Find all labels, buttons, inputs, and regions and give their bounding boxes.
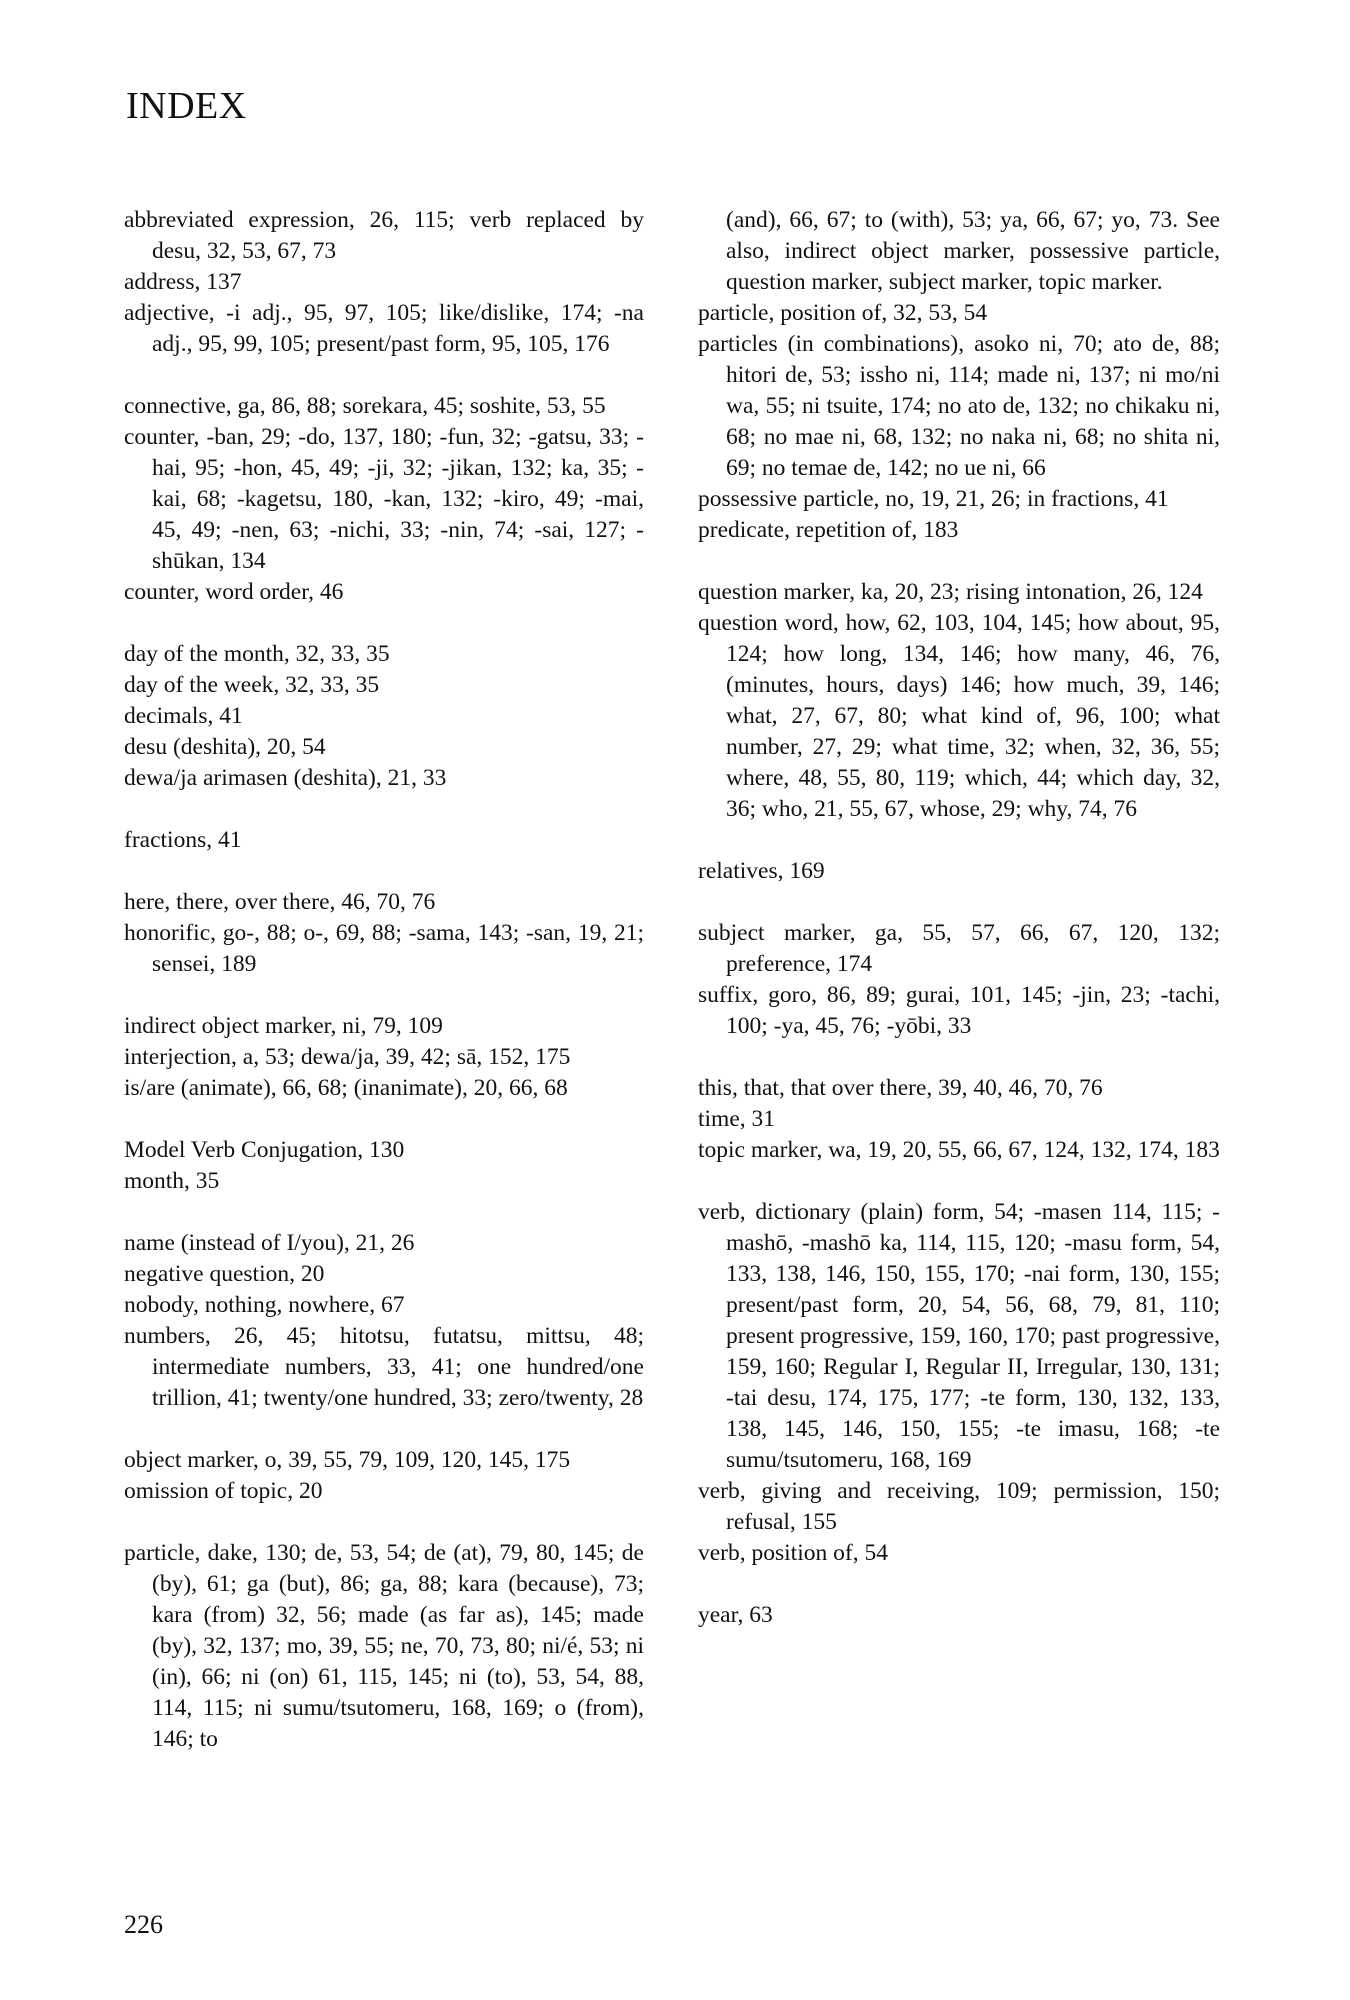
index-entry: dewa/ja arimasen (deshita), 21, 33 [124,765,447,791]
index-entry: particles (in combinations), asoko ni, 70; ato de, 88; hitori de, 53; issho ni, 114; made ni, 137; ni mo/ni wa, 55; ni tsuite, 174; no ato de, 132; no chikaku ni, 68; no mae ni, 68, 132; no naka ni, 68; no shita ni, 69; no temae de, 142; no ue ni, 66 [698,331,1220,481]
index-entry: day of the month, 32, 33, 35 [124,641,390,667]
index-entry: particle, position of, 32, 53, 54 [698,300,988,326]
entry-gap [698,887,1220,918]
index-entry: subject marker, ga, 55, 57, 66, 67, 120, 132; preference, 174 [698,920,1220,977]
index-entry: abbreviated expression, 26, 115; verb replaced by desu, 32, 53, 67, 73 [124,207,644,264]
index-entry: question word, how, 62, 103, 104, 145; how about, 95, 124; how long, 134, 146; how many, 46, 76, (minutes, hours, days) 146; how much, 39, 146; what, 27, 67, 80; what kind of, 96, 100; what number, 27, 29; what time, 32; when, 32, 36, 55; where, 48, 55, 80, 119; which, 44; which day, 32, 36; who, 21, 55, 67, whose, 29; why, 74, 76 [698,610,1220,822]
left-column [124,205,644,1755]
entry-gap [124,1414,644,1445]
index-entry: desu (deshita), 20, 54 [124,734,326,760]
entry-gap [698,546,1220,577]
entry-gap [698,825,1220,856]
index-entry: verb, dictionary (plain) form, 54; -masen 114, 115; -mashō, -mashō ka, 114, 115, 120; -masu form, 54, 133, 138, 146, 150, 155, 170; -nai form, 130, 155; present/past form, 20, 54, 56, 68, 79, 81, 110; present progressive, 159, 160, 170; past progressive, 159, 160; Regular I, Regular II, Irregular, 130, 131; -tai desu, 174, 175, 177; -te form, 130, 132, 133, 138, 145, 146, 150, 155; -te imasu, 168; -te sumu/tsutomeru, 168, 169 [698,1199,1220,1473]
index-entry: interjection, a, 53; dewa/ja, 39, 42; sā, 152, 175 [124,1044,571,1070]
index-entry: year, 63 [698,1602,773,1628]
entry-gap [124,980,644,1011]
entry-gap [124,794,644,825]
index-entry: object marker, o, 39, 55, 79, 109, 120, 145, 175 [124,1447,571,1473]
index-entry: negative question, 20 [124,1261,325,1287]
entry-gap [124,1507,644,1538]
entry-gap [124,856,644,887]
entry-gap [698,1166,1220,1197]
index-entry: honorific, go-, 88; o-, 69, 88; -sama, 143; -san, 19, 21; sensei, 189 [124,920,644,977]
index-entry: possessive particle, no, 19, 21, 26; in fractions, 41 [698,486,1169,512]
index-entry: predicate, repetition of, 183 [698,517,959,543]
entry-gap [698,1569,1220,1600]
index-entry: omission of topic, 20 [124,1478,323,1504]
index-entry: name (instead of I/you), 21, 26 [124,1230,415,1256]
index-entry: particle, dake, 130; de, 53, 54; de (at), 79, 80, 145; de (by), 61; ga (but), 86; ga, 88; kara (because), 73; kara (from) 32, 56; made (as far as), 145; made (by), 32, 137; mo, 39, 55; ne, 70, 73, 80; ni/é, 53; ni (in), 66; ni (on) 61, 115, 145; ni (to), 53, 54, 88, 114, 115; ni sumu/tsutomeru, 168, 169; o (from), 146; to [124,1540,644,1752]
index-entry: Model Verb Conjugation, 130 [124,1137,405,1163]
index-entry: topic marker, wa, 19, 20, 55, 66, 67, 124, 132, 174, 183 [698,1137,1220,1163]
index-entry: here, there, over there, 46, 70, 76 [124,889,436,915]
index-entry: connective, ga, 86, 88; sorekara, 45; soshite, 53, 55 [124,393,606,419]
index-entry: relatives, 169 [698,858,825,884]
index-entry: verb, giving and receiving, 109; permission, 150; refusal, 155 [698,1478,1220,1535]
entry-gap [124,1197,644,1228]
entry-gap [124,1104,644,1135]
entry-gap [124,360,644,391]
index-entry: address, 137 [124,269,242,295]
entry-gap [698,1042,1220,1073]
right-column [698,205,1220,1631]
entry-gap [124,608,644,639]
index-entry: (and), 66, 67; to (with), 53; ya, 66, 67; yo, 73. See also, indirect object marker, possessive particle, question marker, subject marker, topic marker. [726,207,1220,295]
index-entry: counter, word order, 46 [124,579,344,605]
index-entry: decimals, 41 [124,703,243,729]
index-entry: nobody, nothing, nowhere, 67 [124,1292,405,1318]
index-entry: counter, -ban, 29; -do, 137, 180; -fun, 32; -gatsu, 33; -hai, 95; -hon, 45, 49; -ji, 32; -jikan, 132; ka, 35; -kai, 68; -kagetsu, 180, -kan, 132; -kiro, 49; -mai, 45, 49; -nen, 63; -nichi, 33; -nin, 74; -sai, 127; -shūkan, 134 [124,424,644,574]
index-entry: time, 31 [698,1106,776,1132]
index-entry: verb, position of, 54 [698,1540,888,1566]
index-entry: indirect object marker, ni, 79, 109 [124,1013,443,1039]
page-number: 226 [124,1910,163,1939]
index-entry: is/are (animate), 66, 68; (inanimate), 20, 66, 68 [124,1075,568,1101]
index-entry: suffix, goro, 86, 89; gurai, 101, 145; -jin, 23; -tachi, 100; -ya, 45, 76; -yōbi, 33 [698,982,1220,1039]
index-entry: numbers, 26, 45; hitotsu, futatsu, mittsu, 48; intermediate numbers, 33, 41; one hundred/one trillion, 41; twenty/one hundred, 33; zero/twenty, 28 [124,1323,644,1411]
index-entry: this, that, that over there, 39, 40, 46, 70, 76 [698,1075,1103,1101]
index-entry: month, 35 [124,1168,220,1194]
page-title: INDEX [126,85,247,127]
index-entry: question marker, ka, 20, 23; rising intonation, 26, 124 [698,579,1203,605]
index-entry: day of the week, 32, 33, 35 [124,672,380,698]
index-entry: adjective, -i adj., 95, 97, 105; like/dislike, 174; -na adj., 95, 99, 105; present/past form, 95, 105, 176 [124,300,644,357]
index-entry: fractions, 41 [124,827,242,853]
